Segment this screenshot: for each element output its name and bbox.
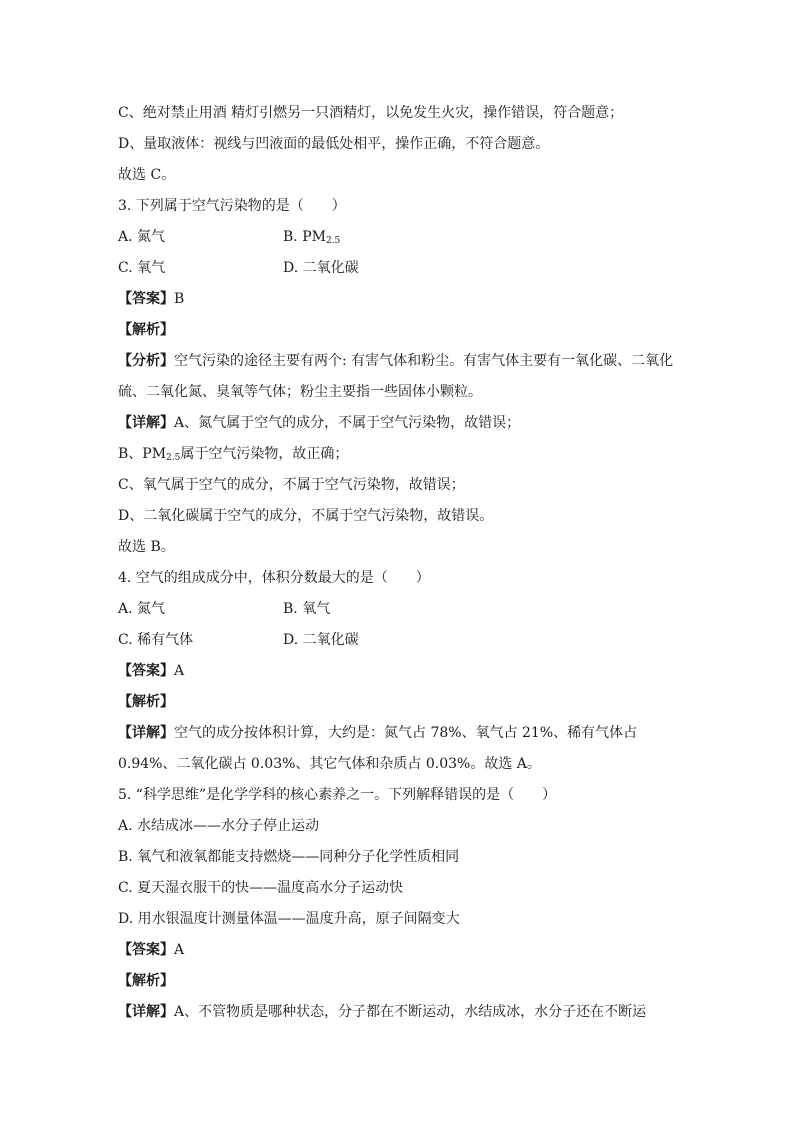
q5-option-a: A. 水结成冰——水分子停止运动 xyxy=(118,818,320,834)
q5-option-d: D. 用水银温度计测量体温——温度升高，原子间隔变大 xyxy=(118,911,460,927)
q4-xiangjie-line2: 0.94%、二氧化碳占 0.03%、其它气体和杂质占 0.03%。故选 A。 xyxy=(118,756,541,772)
q4-stem: 4. 空气的组成成分中，体积分数最大的是（ ） xyxy=(118,570,430,586)
q3-analysis-label: 【解析】 xyxy=(118,322,174,338)
q3-xiangjie-c: C、氧气属于空气的成分，不属于空气污染物，故错误； xyxy=(118,477,465,493)
prev-conclusion: 故选 C。 xyxy=(118,167,176,183)
q3-conclusion: 故选 B。 xyxy=(118,539,175,555)
q5-xiangjie-text1: A、不管物质是哪种状态，分子都在不断运动，水结成冰，水分子还在不断运 xyxy=(174,1004,647,1020)
q4-option-a: A. 氮气 xyxy=(118,601,166,617)
q3-option-b-text: B. PM xyxy=(283,229,326,245)
q3-xiangjie-b-pre: B、PM xyxy=(118,446,167,462)
q4-analysis-label: 【解析】 xyxy=(118,694,174,710)
q5-option-c: C. 夏天湿衣服干的快——温度高水分子运动快 xyxy=(118,880,404,896)
q4-xiangjie-label: 【详解】 xyxy=(118,725,174,741)
q5-answer xyxy=(118,940,184,960)
q3-fenxi-line2: 硫、二氧化氮、臭氧等气体；粉尘主要指一些固体小颗粒。 xyxy=(118,384,482,400)
q4-answer-value: A xyxy=(174,663,185,679)
q3-option-d: D. 二氧化碳 xyxy=(283,260,359,276)
q3-xiangjie-label: 【详解】 xyxy=(118,415,174,431)
q4-xiangjie-line1 xyxy=(118,723,637,743)
q3-xiangjie-a-text: A、氮气属于空气的成分，不属于空气污染物，故错误； xyxy=(174,415,521,431)
prev-explain-d: D、量取液体：视线与凹液面的最低处相平，操作正确，不符合题意。 xyxy=(118,136,550,152)
q3-xiangjie-a xyxy=(118,413,520,433)
q3-answer-value: B xyxy=(174,291,185,307)
q4-answer-label: 【答案】 xyxy=(118,663,174,679)
prev-explain-c: C、绝对禁止用酒 精灯引燃另一只酒精灯，以免发生火灾，操作错误，符合题意； xyxy=(118,105,624,121)
q5-xiangjie-label: 【详解】 xyxy=(118,1004,174,1020)
q5-stem: 5. “科学思维”是化学学科的核心素养之一。下列解释错误的是（ ） xyxy=(118,787,557,803)
q3-option-a: A. 氮气 xyxy=(118,229,166,245)
q4-option-c: C. 稀有气体 xyxy=(118,632,194,648)
q5-analysis-label: 【解析】 xyxy=(118,973,174,989)
q3-answer xyxy=(118,289,184,309)
q5-option-b: B. 氧气和液氧都能支持燃烧——同种分子化学性质相同 xyxy=(118,849,460,865)
q4-option-d: D. 二氧化碳 xyxy=(283,632,359,648)
q3-fenxi-label: 【分析】 xyxy=(118,353,174,369)
q5-answer-value: A xyxy=(174,942,185,958)
q3-option-b xyxy=(283,227,340,247)
q5-xiangjie-line1 xyxy=(118,1002,646,1022)
q3-fenxi-text1: 空气污染的途径主要有两个: 有害气体和粉尘。有害气体主要有一氧化碳、二氧化 xyxy=(174,353,674,369)
q3-stem: 3. 下列属于空气污染物的是（ ） xyxy=(118,198,346,214)
q3-xiangjie-b-post: 属于空气污染物，故正确； xyxy=(180,446,349,462)
q3-xiangjie-d: D、二氧化碳属于空气的成分，不属于空气污染物，故错误。 xyxy=(118,508,494,524)
q3-option-b-subscript: 2.5 xyxy=(325,236,341,246)
q3-xiangjie-b xyxy=(118,444,348,464)
q4-option-b: B. 氧气 xyxy=(283,601,331,617)
q3-answer-label: 【答案】 xyxy=(118,291,174,307)
q3-option-c: C. 氧气 xyxy=(118,260,166,276)
q4-answer xyxy=(118,661,184,681)
q3-xiangjie-b-subscript: 2.5 xyxy=(166,453,181,463)
q4-xiangjie-text1: 空气的成分按体积计算，大约是：氮气占 78%、氧气占 21%、稀有气体占 xyxy=(174,725,638,741)
q5-answer-label: 【答案】 xyxy=(118,942,174,958)
q3-fenxi-line1 xyxy=(118,351,673,371)
